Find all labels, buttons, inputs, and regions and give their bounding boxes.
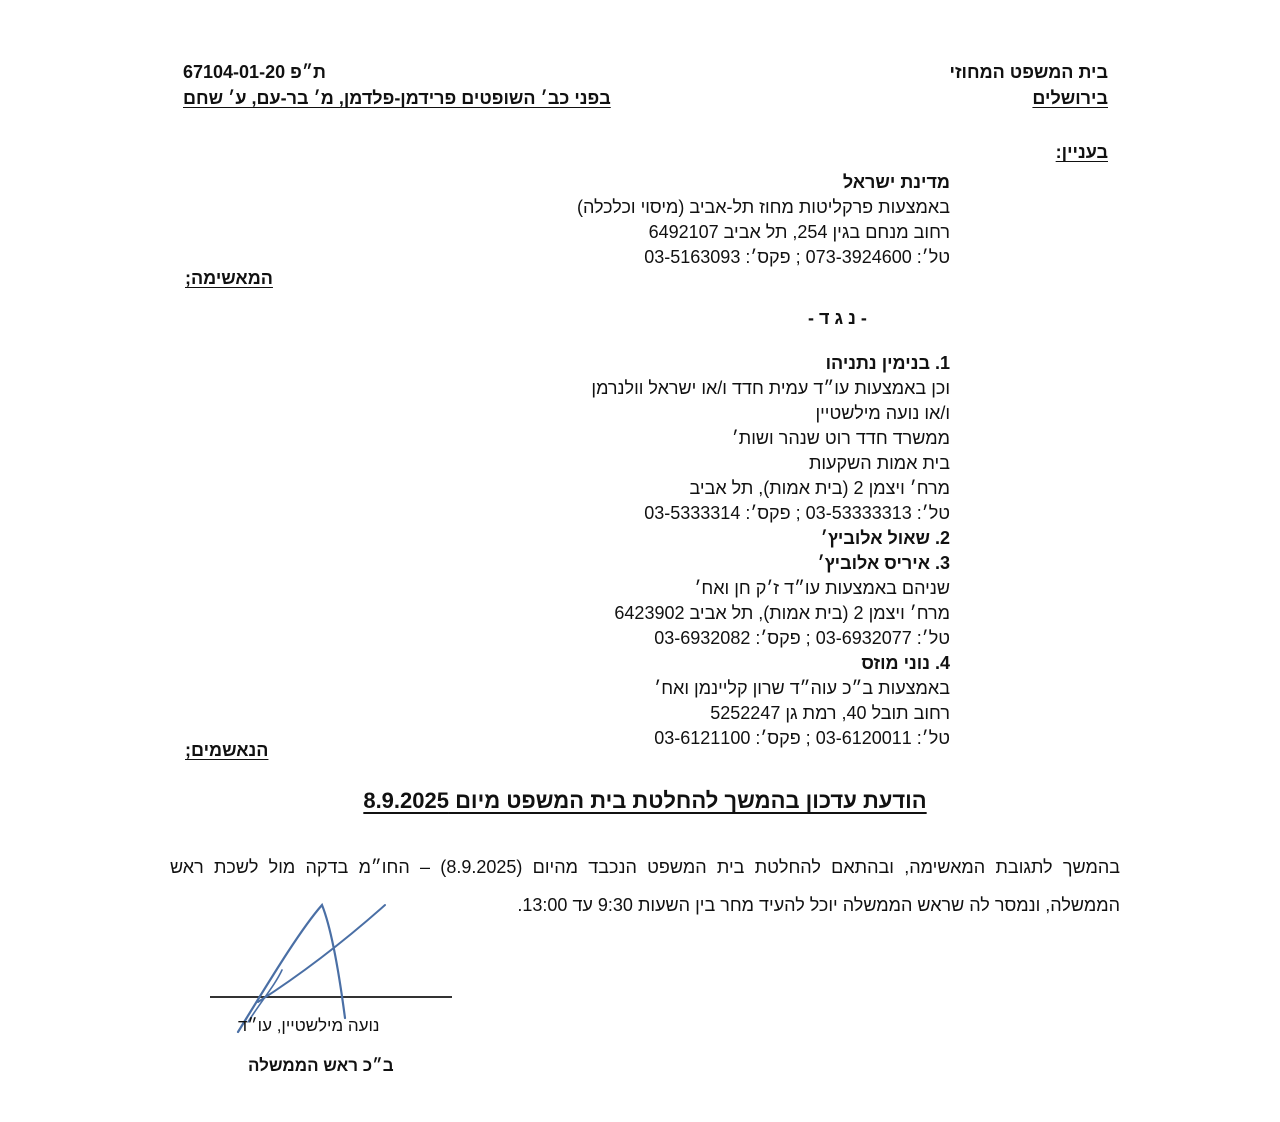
defendant-1-line: ממשרד חדד רוט שנהר ושות׳ xyxy=(731,428,950,448)
prosecution-role-text: המאשימה; xyxy=(185,268,273,288)
judges-panel: בפני כב׳ השופטים פרידמן-פלדמן, מ׳ בר-עם, ע׳ שחם xyxy=(183,88,611,108)
defendant-3-name: 3. איריס אלוביץ׳ xyxy=(817,553,950,573)
defendant-1-line: בית אמות השקעות xyxy=(808,453,950,473)
versus-label: - נ ג ד - xyxy=(808,308,867,328)
prosecution-line: באמצעות פרקליטות מחוז תל-אביב (מיסוי וכלכלה) xyxy=(576,197,950,217)
defendant-1-line: ו/או נועה מילשטיין xyxy=(815,403,950,423)
matter-label: בעניין: xyxy=(1055,142,1108,162)
case-number: ת״פ 67104-01-20 xyxy=(183,62,326,82)
defendant-4-line: באמצעות ב״כ עוה״ד שרון קליינמן ואח׳ xyxy=(654,678,950,698)
signer-name: נועה מילשטיין, עו״ד xyxy=(238,1016,380,1035)
defendant-23-line: טל׳: 03-6932077 ; פקס׳: 03-6932082 xyxy=(654,628,950,648)
defendant-4-line: טל׳: 03-6120011 ; פקס׳: 03-6121100 xyxy=(654,728,950,748)
notice-title: הודעת עדכון בהמשך להחלטת בית המשפט מיום 8.9.2025 xyxy=(363,788,927,813)
defendant-23-line: מרח׳ ויצמן 2 (בית אמות), תל אביב 6423902 xyxy=(614,603,950,623)
notice-body: בהמשך לתגובת המאשימה, ובהתאם להחלטת בית המשפט הנכבד מהיום (8.9.2025) – החו״מ בדקה מול לשכת ראש הממשלה, ונמסר לה שראש הממשלה יוכל להעיד מחר בין השעות 9:30 עד 13:00. xyxy=(170,857,1120,915)
court-name: בית המשפט המחוזי xyxy=(949,62,1108,82)
prosecution-line: טל׳: 073-3924600 ; פקס׳: 03-5163093 xyxy=(644,247,950,267)
defendant-4-name: 4. נוני מוזס xyxy=(861,653,950,673)
prosecution-role xyxy=(185,268,273,289)
prosecution-line: רחוב מנחם בגין 254, תל אביב 6492107 xyxy=(648,222,950,242)
defendant-23-line: שניהם באמצעות עו״ד ז׳ק חן ואח׳ xyxy=(694,578,950,598)
defendant-1-line: וכן באמצעות עו״ד עמית חדד ו/או ישראל וולנרמן xyxy=(591,378,950,398)
defendants-role-text: הנאשמים; xyxy=(185,740,269,760)
court-city: בירושלים xyxy=(1032,88,1108,108)
defendant-2-name: 2. שאול אלוביץ׳ xyxy=(820,528,950,548)
defendants-block xyxy=(591,351,950,751)
defendant-1-line: טל׳: 03-53333313 ; פקס׳: 03-5333314 xyxy=(644,503,950,523)
signature-line xyxy=(210,996,452,998)
defendant-1-line: מרח׳ ויצמן 2 (בית אמות), תל אביב xyxy=(689,478,950,498)
defendants-role xyxy=(185,740,268,761)
defendant-1-name: 1. בנימין נתניהו xyxy=(825,353,950,373)
prosecution-block xyxy=(577,170,950,270)
signer-role: ב״כ ראש הממשלה xyxy=(248,1056,394,1075)
defendant-4-line: רחוב תובל 40, רמת גן 5252247 xyxy=(710,703,950,723)
prosecution-name: מדינת ישראל xyxy=(842,172,950,192)
